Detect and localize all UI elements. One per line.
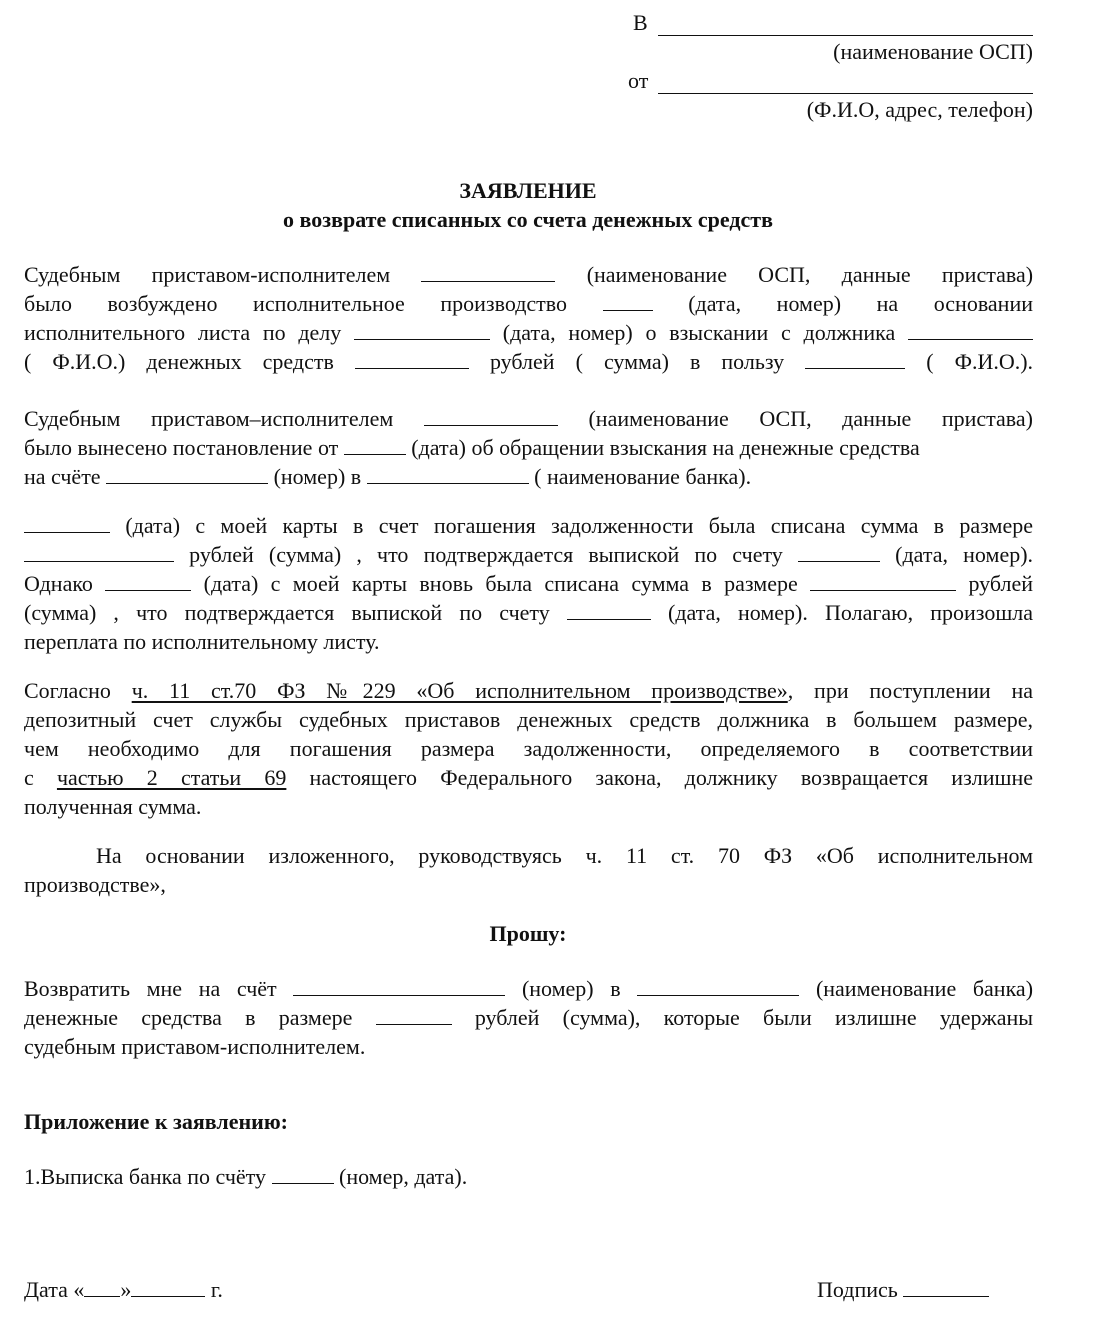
text: было возбуждено исполнительное производство	[24, 291, 568, 316]
blank-field[interactable]	[805, 348, 905, 369]
text: (дата) об обращении взыскания на денежные средства	[411, 435, 920, 460]
text: Возвратить мне на счёт	[24, 976, 277, 1001]
text: Судебным приставом-исполнителем	[24, 262, 391, 287]
blank-field[interactable]	[798, 541, 880, 562]
blank-field[interactable]	[637, 975, 799, 996]
text: рублей (сумма) , что подтверждается выпиской по счету	[189, 542, 783, 567]
text: (дата, номер) на основании	[688, 291, 1034, 316]
blank-field[interactable]	[810, 570, 956, 591]
request-heading: Прошу:	[489, 921, 567, 946]
text: денежные средства в размере	[24, 1005, 353, 1030]
text: Судебным приставом–исполнителем	[24, 406, 394, 431]
text: чем необходимо для погашения размера задолженности, определяемого в соответствии	[24, 736, 1033, 761]
text: ( наименование банка).	[534, 464, 752, 489]
text: депозитный счет службы судебных приставов денежных средств должника в большем размере,	[24, 707, 1033, 732]
text: на счёте	[24, 464, 101, 489]
text: ( Ф.И.О.).	[926, 349, 1034, 374]
text: (дата) с моей карты в счет погашения задолженности была списана сумма в размере	[125, 513, 1033, 538]
blank-field[interactable]	[355, 348, 469, 369]
text: (номер) в	[521, 976, 621, 1001]
text: Однако	[24, 571, 93, 596]
blank-field[interactable]	[908, 319, 1033, 340]
date-line	[24, 1276, 223, 1304]
from-prefix: от	[628, 68, 649, 93]
text: рублей	[968, 571, 1034, 596]
text: было вынесено постановление от	[24, 435, 339, 460]
blank-field[interactable]	[367, 463, 529, 484]
blank-field[interactable]	[24, 541, 174, 562]
blank-field[interactable]	[354, 319, 490, 340]
to-prefix: В	[633, 10, 648, 35]
text: ( Ф.И.О.) денежных средств	[24, 349, 334, 374]
blank-field[interactable]	[293, 975, 505, 996]
text: с	[24, 765, 34, 790]
attachments-heading: Приложение к заявлению:	[24, 1109, 288, 1134]
blank-field[interactable]	[603, 290, 653, 311]
text: , при поступлении на	[787, 678, 1033, 703]
document-subtitle: о возврате списанных со счета денежных средств	[283, 207, 773, 232]
text: переплата по исполнительному листу.	[24, 629, 380, 654]
text: Согласно	[24, 678, 111, 703]
blank-field[interactable]	[567, 599, 651, 620]
blank-field[interactable]	[272, 1163, 334, 1184]
blank-field[interactable]	[24, 512, 110, 533]
to-caption: (наименование ОСП)	[833, 39, 1033, 64]
blank-field[interactable]	[344, 434, 406, 455]
text: (наименование ОСП, данные пристава)	[586, 262, 1034, 287]
blank-field[interactable]	[424, 405, 558, 426]
text: (дата, номер) о взыскании с должника	[502, 320, 896, 345]
text: г.	[210, 1277, 223, 1302]
text: производстве»,	[24, 872, 166, 897]
law-reference-link[interactable]: ч. 11 ст.70 ФЗ №229 «Об исполнительном производстве»	[131, 678, 788, 703]
text: исполнительного листа по делу	[24, 320, 342, 345]
attachment-item-1	[24, 1163, 467, 1191]
blank-field[interactable]	[105, 570, 191, 591]
signature-field[interactable]	[903, 1276, 989, 1297]
text: 1.Выписка банка по счёту	[24, 1164, 266, 1189]
text: (номер) в	[273, 464, 362, 489]
text: Подпись	[817, 1277, 898, 1302]
text: (наименование банка)	[815, 976, 1034, 1001]
text: Дата «	[24, 1277, 85, 1302]
text: (дата) с моей карты вновь была списана сумма в размере	[203, 571, 798, 596]
blank-field[interactable]	[376, 1004, 452, 1025]
date-day-field[interactable]	[84, 1276, 120, 1297]
text: рублей ( сумма) в пользу	[489, 349, 785, 374]
date-month-field[interactable]	[131, 1276, 205, 1297]
text: »	[120, 1277, 132, 1302]
text: (номер, дата).	[339, 1164, 468, 1189]
text: (дата, номер).	[895, 542, 1034, 567]
text: настоящего Федерального закона, должнику возвращается излишне	[309, 765, 1033, 790]
text: (наименование ОСП, данные пристава)	[588, 406, 1033, 431]
text: рублей (сумма), которые были излишне удержаны	[474, 1005, 1034, 1030]
text: судебным приставом-исполнителем.	[24, 1034, 366, 1059]
to-osp-field[interactable]	[658, 34, 1033, 36]
signature-line	[817, 1276, 989, 1304]
text: На основании изложенного, руководствуясь ч. 11 ст. 70 ФЗ «Об исполнительном	[96, 843, 1033, 868]
from-applicant-field[interactable]	[658, 92, 1033, 94]
blank-field[interactable]	[421, 261, 555, 282]
text: (дата, номер). Полагаю, произошла	[668, 600, 1034, 625]
blank-field[interactable]	[106, 463, 268, 484]
article-69-link[interactable]: частью 2 статьи 69	[56, 765, 287, 790]
text: полученная сумма.	[24, 794, 202, 819]
document-title: ЗАЯВЛЕНИЕ	[459, 178, 597, 203]
from-caption: (Ф.И.О, адрес, телефон)	[806, 97, 1033, 122]
text: (сумма) , что подтверждается выпиской по счету	[24, 600, 550, 625]
